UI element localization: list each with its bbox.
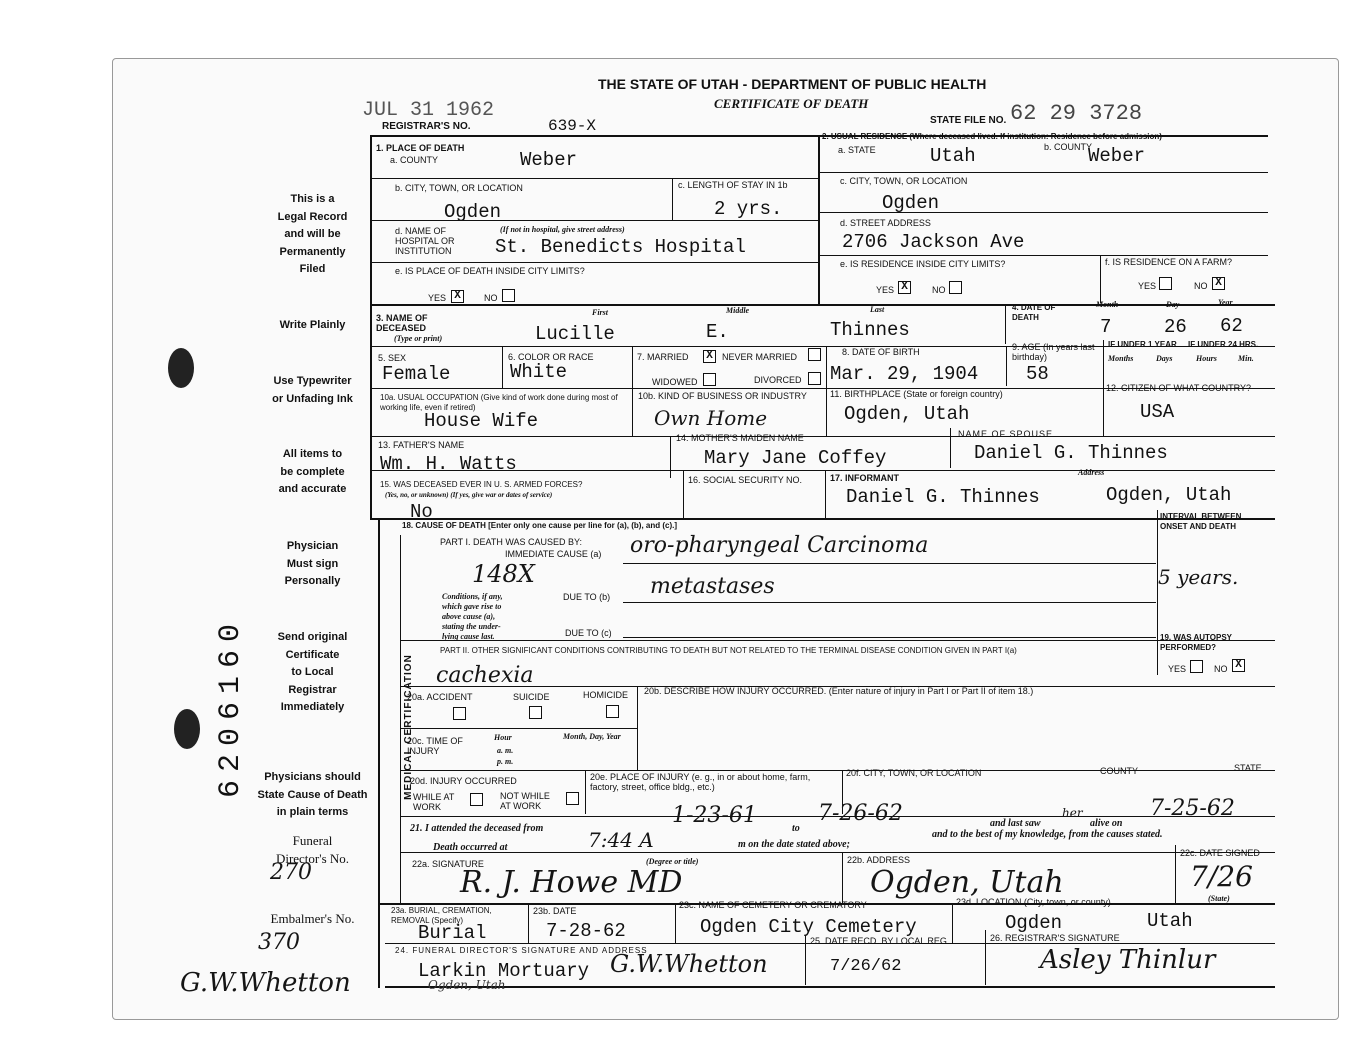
cause-a-line (623, 563, 1156, 564)
never-married-checkbox[interactable] (808, 348, 821, 361)
under-1-year-label: IF UNDER 1 YEAR (1108, 340, 1177, 349)
write-plainly-note: Write Plainly (279, 319, 346, 331)
code-value: 148X (472, 560, 535, 588)
hours-label: Hours (1196, 354, 1217, 363)
usual-residence-label: 2. USUAL RESIDENCE (Where deceased lived. If institution: Residence before admission) (822, 132, 1162, 141)
physician-address: Ogden, Utah (870, 865, 1064, 900)
attended-label: 21. I attended the deceased from (410, 823, 544, 834)
age-label: 9. AGE (In years last birthday) (1012, 342, 1095, 362)
residence-state-value[interactable]: Utah (930, 145, 976, 167)
funeral-sig-label: 24. FUNERAL DIRECTOR'S SIGNATURE AND ADDRESS (395, 946, 648, 955)
date-signed-label: 22c. DATE SIGNED (1180, 848, 1260, 858)
res-inside-no-label: NO (932, 285, 946, 295)
form-line (502, 346, 503, 388)
location23-label: 23d. LOCATION (City, town, or county) (956, 897, 1111, 907)
residence-county-value[interactable]: Weber (1088, 145, 1146, 167)
age-value[interactable]: 58 (1026, 363, 1049, 385)
to-label: to (792, 823, 800, 834)
injury-how-label: 20b. DESCRIBE HOW INJURY OCCURRED. (Enter nature of injury in Part I or Part II of item 18.) (644, 686, 1034, 696)
business-label: 10b. KIND OF BUSINESS OR INDUSTRY (638, 391, 807, 401)
form-line (370, 135, 372, 520)
cause-b-line (623, 602, 1156, 603)
days-label: Days (1156, 354, 1173, 363)
am-label: a. m. (497, 746, 514, 755)
certificate-title: CERTIFICATE OF DEATH (714, 96, 869, 111)
attend-from-value[interactable]: 1-23-61 (672, 803, 757, 828)
embalmer-no: 370 (258, 930, 300, 955)
autopsy-no-label: NO (1214, 664, 1228, 674)
due-b-label: DUE TO (b) (563, 592, 611, 602)
inside-city-label: e. IS PLACE OF DEATH INSIDE CITY LIMITS? (395, 266, 585, 276)
birth-label: 8. DATE OF BIRTH (842, 347, 920, 357)
farm-yes-checkbox[interactable] (1159, 277, 1172, 290)
form-line (370, 518, 1275, 520)
first-name-value[interactable]: Lucille (535, 323, 615, 345)
residence-city-label: c. CITY, TOWN, OR LOCATION (840, 176, 968, 186)
funeral-director-label: Funeral Director's No. (275, 833, 350, 866)
birthplace-value[interactable]: Ogden, Utah (844, 403, 970, 425)
form-line (805, 935, 806, 985)
res-inside-yes-label: YES (876, 285, 895, 295)
county-label: a. COUNTY (390, 155, 439, 165)
form-line (585, 770, 586, 814)
date23-label: 23b. DATE (533, 906, 577, 916)
married-checkbox[interactable]: X (703, 350, 716, 363)
cemetery-value[interactable]: Ogden City Cemetery (700, 916, 917, 938)
county-injury-label: COUNTY (1100, 766, 1138, 776)
not-work-checkbox[interactable] (566, 792, 579, 805)
res-inside-city-label: e. IS RESIDENCE INSIDE CITY LIMITS? (840, 259, 1006, 269)
informant-value[interactable]: Daniel G. Thinnes (846, 486, 1040, 508)
physician-signature: R. J. Howe MD (460, 865, 683, 900)
hospital-label: d. NAME OF HOSPITAL OR INSTITUTION (395, 226, 455, 256)
months-label: Months (1108, 354, 1134, 363)
middle-name-value[interactable]: E. (706, 321, 729, 343)
conditions-text: Conditions, if any, which gave rise to above cause (a), stating the under- lying cause last. (442, 592, 503, 641)
form-line (400, 770, 1275, 771)
race-label: 6. COLOR OR RACE (508, 352, 594, 362)
form-line (378, 518, 380, 988)
cause-of-death-label: 18. CAUSE OF DEATH [Enter only one cause per line for (a), (b), and (c).] (402, 521, 677, 530)
form-line (372, 436, 1275, 437)
accident-label: 20a. ACCIDENT (407, 692, 473, 702)
form-line (826, 346, 827, 436)
never-married-label: NEVER MARRIED (722, 352, 798, 362)
form-line (372, 178, 818, 179)
form-line (372, 220, 818, 221)
street-value[interactable]: 2706 Jackson Ave (842, 231, 1025, 253)
cause-a-value[interactable]: oro-pharyngeal Carcinoma (630, 533, 929, 558)
form-line (675, 903, 676, 943)
city-value[interactable]: Ogden (444, 201, 502, 223)
date-recd-value[interactable]: 7/26/62 (830, 957, 902, 976)
autopsy-yes-checkbox[interactable] (1190, 660, 1203, 673)
form-line (952, 903, 953, 943)
ssn-label: 16. SOCIAL SECURITY NO. (688, 475, 803, 485)
sex-label: 5. SEX (378, 353, 407, 363)
burial-value[interactable]: Burial (418, 922, 487, 944)
medical-certification-label: MEDICAL CERTIFICATION (402, 654, 414, 800)
sex-value[interactable]: Female (382, 363, 451, 385)
legal-record-note: This is a Legal Record and will be Permanently Filed (277, 193, 348, 275)
farm-no-checkbox[interactable]: X (1212, 277, 1225, 290)
farm-label: f. IS RESIDENCE ON A FARM? (1105, 257, 1233, 267)
informant-address-value[interactable]: Ogden, Utah (1106, 484, 1232, 506)
funeral-director-no: 270 (270, 860, 312, 885)
while-work-label: WHILE AT WORK (413, 792, 455, 812)
inside-city-no-label: NO (484, 293, 498, 303)
day-label: Day (1166, 300, 1180, 309)
cause-c-line (623, 637, 1156, 638)
interval-value[interactable]: 5 years. (1158, 565, 1239, 589)
death-month-value[interactable]: 7 (1100, 316, 1112, 338)
inside-city-no-checkbox[interactable] (502, 289, 515, 302)
cemetery-label: 23c. NAME OF CEMETERY OR CREMATORY (679, 900, 867, 910)
interval-label: INTERVAL BETWEEN ONSET AND DEATH (1160, 512, 1242, 531)
spouse-label: NAME OF SPOUSE (958, 429, 1054, 439)
received-date-stamp: JUL 31 1962 (362, 99, 495, 122)
accident-checkbox[interactable] (453, 707, 466, 720)
form-line (400, 728, 637, 729)
last-label: Last (870, 305, 885, 314)
father-value[interactable]: Wm. H. Watts (380, 453, 517, 475)
punch-hole-top (168, 348, 194, 388)
county-value[interactable]: Weber (520, 149, 578, 171)
autopsy-yes-label: YES (1168, 664, 1187, 674)
form-line (818, 255, 1268, 256)
form-line (842, 852, 843, 904)
widowed-label: WIDOWED (652, 377, 698, 387)
form-line (950, 428, 951, 468)
embalmer-label: Embalmer's No. (270, 911, 355, 926)
location-city-value[interactable]: Ogden (1005, 912, 1063, 934)
death-day-value[interactable]: 26 (1164, 316, 1187, 338)
last-name-value[interactable]: Thinnes (830, 319, 910, 341)
homicide-label: HOMICIDE (583, 690, 628, 700)
widowed-checkbox[interactable] (703, 373, 716, 386)
suicide-checkbox[interactable] (529, 706, 542, 719)
occupation-label: 10a. USUAL OCCUPATION (Give kind of work done during most of working life, even if retired) (380, 393, 618, 412)
location-state-value[interactable]: Utah (1147, 910, 1193, 932)
injury-occurred-label: 20d. INJURY OCCURRED (410, 776, 517, 786)
form-line (672, 178, 673, 220)
funeral-director-signature: G.W.Whetton (610, 950, 768, 978)
place-of-death-label: 1. PLACE OF DEATH (376, 143, 465, 153)
rotated-serial-number: 6206160 (214, 615, 249, 799)
armed-hint: (Yes, no, or unknown) (If yes, give war or dates of service) (385, 491, 553, 499)
form-line (1175, 845, 1176, 903)
attend-to-value[interactable]: 7-26-62 (818, 801, 903, 826)
degree-label: (Degree or title) (646, 857, 699, 866)
burial-label: 23a. BURIAL, CREMATION, REMOVAL (Specify) (391, 906, 492, 925)
residence-county-label: b. COUNTY (1044, 142, 1093, 152)
inside-city-yes-checkbox[interactable]: X (451, 290, 464, 303)
citizen-label: 12. CITIZEN OF WHAT COUNTRY? (1106, 383, 1252, 393)
signature-label: 22a. SIGNATURE (412, 859, 484, 869)
birthplace-label: 11. BIRTHPLACE (State or foreign country) (830, 389, 1003, 399)
city-label: b. CITY, TOWN, OR LOCATION (395, 183, 523, 193)
date-stated-label: m on the date stated above; (738, 839, 850, 850)
city-injury-label: 20f. CITY, TOWN, OR LOCATION (846, 768, 982, 778)
year-label: Year (1218, 298, 1233, 307)
death-time-value[interactable]: 7:44 A (588, 828, 654, 852)
burial-date-value[interactable]: 7-28-62 (546, 920, 626, 942)
date-death-label: 4. DATE OF DEATH (1012, 303, 1056, 322)
form-line (683, 470, 684, 518)
birth-value[interactable]: Mar. 29, 1904 (830, 363, 979, 385)
residence-city-value[interactable]: Ogden (882, 192, 940, 214)
first-label: First (592, 308, 609, 317)
form-line (825, 470, 826, 518)
pronoun-value: her (1062, 806, 1083, 820)
form-line (528, 903, 529, 943)
informant-label: 17. INFORMANT (830, 473, 900, 483)
alive-on-label: alive on (1090, 818, 1123, 829)
citizen-value[interactable]: USA (1140, 401, 1175, 423)
form-line (1006, 346, 1007, 386)
form-line (400, 640, 1275, 641)
form-line (372, 262, 818, 263)
street-label: d. STREET ADDRESS (840, 218, 931, 228)
state23-label: (State) (1208, 894, 1230, 903)
suicide-label: SUICIDE (513, 692, 550, 702)
business-value[interactable]: Own Home (654, 406, 768, 430)
physician-sign-note: Physician Must sign Personally (284, 540, 341, 587)
hour-label: Hour (494, 733, 512, 742)
form-line (400, 535, 401, 905)
funeral-home-value[interactable]: Larkin Mortuary (418, 960, 590, 982)
registrar-no: 639-X (548, 117, 597, 135)
send-original-note: Send original Certificate to Local Registrar Immediately (277, 631, 348, 713)
address22-label: 22b. ADDRESS (847, 855, 911, 865)
cause-b-value[interactable]: metastases (650, 574, 775, 599)
physicians-should-note: Physicians should State Cause of Death in plain terms (257, 771, 368, 818)
immediate-label: IMMEDIATE CAUSE (a) (505, 549, 602, 559)
occupation-value[interactable]: House Wife (424, 410, 539, 432)
state-injury-label: STATE (1234, 763, 1262, 773)
time-injury-label: 20c. TIME OF INJURY (407, 736, 463, 756)
mother-value[interactable]: Mary Jane Coffey (704, 447, 887, 469)
punch-hole-bottom (174, 709, 200, 749)
min-label: Min. (1238, 354, 1254, 363)
due-c-label: DUE TO (c) (565, 628, 612, 638)
pm-label: p. m. (497, 757, 514, 766)
farm-no-label: NO (1194, 281, 1208, 291)
middle-label: Middle (726, 306, 750, 315)
registrar-no-label: REGISTRAR'S NO. (382, 121, 471, 132)
place-injury-label: 20e. PLACE OF INJURY (e. g., in or about home, farm, factory, street, office bldg., etc.) (590, 772, 811, 792)
res-inside-no-checkbox[interactable] (949, 281, 962, 294)
state-file-label: STATE FILE NO. (930, 115, 1007, 126)
part2-label: PART II. OTHER SIGNIFICANT CONDITIONS CONTRIBUTING TO DEATH BUT NOT RELATED TO THE TERMINAL DISEASE CONDITION GIVEN IN PART I(a) (440, 646, 1017, 655)
last-saw-label: and last saw (990, 818, 1041, 829)
married-label: 7. MARRIED (637, 352, 689, 362)
registrar-sig-label: 26. REGISTRAR'S SIGNATURE (990, 933, 1120, 943)
divorced-checkbox[interactable] (808, 372, 821, 385)
form-line (1157, 510, 1158, 675)
mdy-label: Month, Day, Year (563, 732, 621, 741)
autopsy-label: 19. WAS AUTOPSY PERFORMED? (1160, 633, 1232, 652)
farm-yes-label: YES (1138, 281, 1157, 291)
hospital-value[interactable]: St. Benedicts Hospital (495, 236, 746, 258)
form-line (370, 304, 1275, 306)
form-line (385, 986, 1275, 988)
month-label: Month (1096, 300, 1119, 309)
type-print-hint: (Type or print) (394, 334, 443, 343)
form-line (670, 436, 671, 478)
date-recd-label: 25. DATE RECD. BY LOCAL REG. (810, 936, 950, 946)
alive-on-value[interactable]: 7-25-62 (1150, 796, 1235, 821)
part2-value[interactable]: cachexia (436, 663, 534, 688)
knowledge-label: and to the best of my knowledge, from the causes stated. (932, 829, 1163, 840)
state-label: a. STATE (838, 145, 876, 155)
homicide-checkbox[interactable] (606, 705, 619, 718)
autopsy-no-checkbox[interactable]: X (1232, 659, 1245, 672)
date-signed-value[interactable]: 7/26 (1190, 860, 1253, 893)
mother-label: 14. MOTHER'S MAIDEN NAME (676, 433, 804, 443)
form-line (632, 346, 633, 436)
complete-note: All items to be complete and accurate (278, 448, 347, 495)
form-line (400, 852, 1275, 853)
margin-signature: G.W.Whetton (180, 968, 351, 998)
length-stay-value[interactable]: 2 yrs. (714, 198, 783, 220)
armed-label: 15. WAS DECEASED EVER IN U. S. ARMED FORCES? (380, 480, 583, 489)
form-line (1005, 304, 1006, 344)
spouse-value[interactable]: Daniel G. Thinnes (974, 442, 1168, 464)
registrar-signature: Asley Thinlur (1040, 945, 1216, 975)
address-label: Address (1078, 468, 1105, 477)
form-line (818, 172, 1268, 173)
state-header: THE STATE OF UTAH - DEPARTMENT OF PUBLIC HEALTH (598, 76, 987, 92)
inside-city-yes-label: YES (428, 293, 447, 303)
name-deceased-label: 3. NAME OF DECEASED (376, 313, 428, 333)
under-24-hrs-label: IF UNDER 24 HRS. (1188, 340, 1259, 349)
state-file-no: 62 29 3728 (1010, 101, 1143, 126)
divorced-label: DIVORCED (754, 375, 802, 385)
not-work-label: NOT WHILE AT WORK (500, 791, 550, 811)
funeral-address: Ogden, Utah (428, 978, 506, 992)
race-value[interactable]: White (510, 361, 568, 383)
while-work-checkbox[interactable] (470, 793, 483, 806)
form-line (985, 930, 986, 985)
part1-label: PART I. DEATH WAS CAUSED BY: (440, 537, 583, 547)
typewriter-note: Use Typewriter or Unfading Ink (272, 375, 353, 405)
form-line (1100, 255, 1101, 303)
res-inside-yes-checkbox[interactable]: X (898, 281, 911, 294)
armed-value[interactable]: No (410, 501, 433, 523)
length-stay-label: c. LENGTH OF STAY IN 1b (678, 180, 788, 190)
form-line (637, 686, 638, 770)
death-year-value[interactable]: 62 (1220, 315, 1243, 337)
father-label: 13. FATHER'S NAME (378, 440, 465, 450)
death-occurred-label: Death occurred at (433, 842, 508, 853)
hospital-hint: (If not in hospital, give street address) (500, 225, 625, 234)
form-line (818, 135, 820, 305)
